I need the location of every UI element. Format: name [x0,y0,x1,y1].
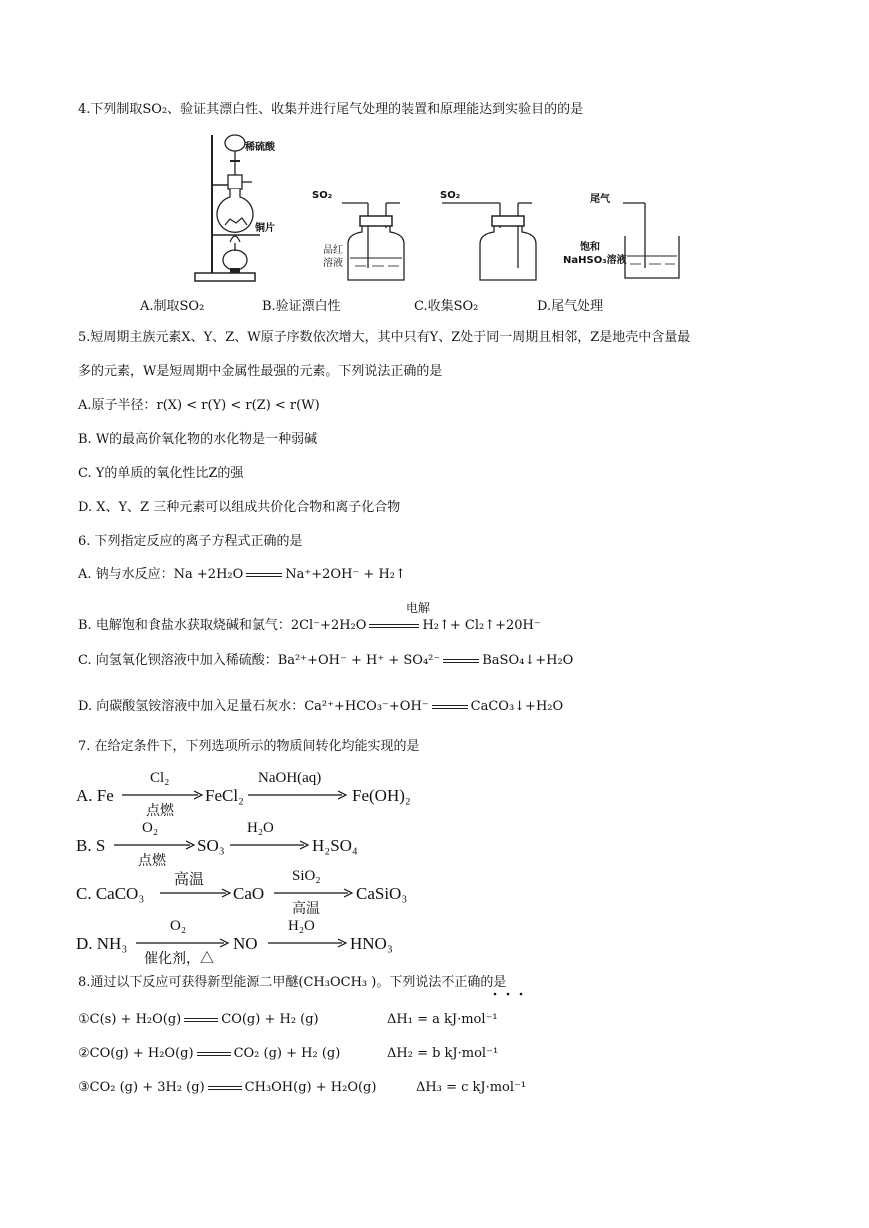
equals-sign [432,705,468,709]
q7-c-label: C. CaCO₃ [76,884,145,903]
label-saturated-1: 饱和 [580,242,600,253]
q6-option-b [78,618,541,634]
label-saturated-2: NaHSO₃溶液 [563,255,627,266]
q5-stem-line1: 5.短周期主族元素X、Y、Z、W原子序数依次增大，其中只有Y、Z处于同一周期且相邻，Z是地壳中含量最 [78,330,691,345]
q5-option-a: A.原子半径：r(X) < r(Y) < r(Z) < r(W) [78,398,320,413]
label-dilute-sulfuric-acid: 稀硫酸 [245,142,275,153]
q8-r1-enthalpy: ΔH₁ = a kJ·mol⁻¹ [387,1012,498,1027]
equals-sign [246,573,282,577]
arrow-icon [268,938,348,948]
equals-sign [208,1086,242,1090]
apparatus-c-bottle [440,188,540,283]
equals-sign [184,1018,218,1022]
equals-sign [443,659,479,663]
q7-d-c1-top: O₂ [170,918,187,934]
q8-r3-right: CH₃OH(g) + H₂O(g) [244,1080,377,1095]
q7-a-c2-top: NaOH(aq) [258,770,322,786]
label-tail-gas: 尾气 [590,194,610,205]
q8-stem: 8.通过以下反应可获得新型能源二甲醚(CH₃OCH₃ )。下列说法不正确的是 [78,975,507,990]
q6-b-condition: 电解 [406,601,431,615]
q7-c-product: CaSiO₃ [356,884,408,903]
q6-c-left: C. 向氢氧化钡溶液中加入稀硫酸：Ba²⁺+OH⁻ + H⁺ + SO₄²⁻ [78,653,441,668]
q6-option-d [78,699,563,715]
q7-a-middle: FeCl₂ [205,786,244,805]
equals-sign [197,1052,231,1056]
arrow-icon [230,840,310,850]
q6-b-left: B. 电解饱和食盐水获取烧碱和氯气：2Cl⁻+2H₂O [78,618,367,633]
q5-option-d: D. X、Y、Z 三种元素可以组成共价化合物和离子化合物 [78,500,401,515]
q6-d-right: CaCO₃↓+H₂O [470,699,564,714]
q8-r1-right: CO(g) + H₂ (g) [221,1012,319,1027]
arrow-icon [114,840,196,850]
q6-d-left: D. 向碳酸氢铵溶液中加入足量石灰水：Ca²⁺+HCO₃⁻+OH⁻ [78,699,429,714]
caption-b: B.验证漂白性 [262,299,341,314]
q7-b-middle: SO₃ [197,836,225,855]
q6-c-right: BaSO₄↓+H₂O [482,653,574,668]
q8-r2-left: ②CO(g) + H₂O(g) [78,1046,194,1061]
q7-d-c1-bottom: 催化剂，△ [144,952,214,967]
label-pinred-1: 品红 [323,245,343,256]
label-copper: 铜片 [255,223,275,234]
arrow-icon [136,938,230,948]
q7-a-product: Fe(OH)₂ [352,786,411,805]
q7-b-c2-top: H₂O [247,820,274,836]
equals-sign [369,624,419,628]
q6-option-a [78,567,406,583]
arrow-icon [160,888,232,898]
label-pinred-2: 溶液 [323,258,343,269]
apparatus-a-generator [190,125,290,290]
q8-r3-left: ③CO₂ (g) + 3H₂ (g) [78,1080,205,1095]
q5-option-c: C. Y的单质的氧化性比Z的强 [78,466,244,481]
caption-a: A.制取SO₂ [140,299,205,314]
q7-d-label: D. NH₃ [76,934,128,953]
q7-c-c2-bottom: 高温 [292,902,320,917]
q7-a-c1-bottom: 点燃 [146,804,174,819]
q4-stem: 4.下列制取SO₂、验证其漂白性、收集并进行尾气处理的装置和原理能达到实验目的的是 [78,102,584,117]
q7-b-c1-top: O₂ [142,820,159,836]
caption-c: C.收集SO₂ [414,299,479,314]
q7-a-c1-top: Cl₂ [150,770,170,786]
arrow-icon [274,888,354,898]
q8-r1-left: ①C(s) + H₂O(g) [78,1012,182,1027]
q7-b-c1-bottom: 点燃 [138,854,166,869]
q7-d-c2-top: H₂O [288,918,315,934]
q6-stem: 6. 下列指定反应的离子方程式正确的是 [78,534,303,549]
q7-b-label: B. S [76,836,106,855]
q7-c-c1-top: 高温 [174,872,205,888]
q7-b-product: H₂SO₄ [312,836,358,855]
label-so2-c: SO₂ [440,190,461,201]
q7-a-label: A. Fe [76,786,114,805]
q7-stem: 7. 在给定条件下，下列选项所示的物质间转化均能实现的是 [78,739,420,754]
q5-stem-line2: 多的元素，W是短周期中金属性最强的元素。下列说法正确的是 [78,364,443,379]
q6-b-right: H₂↑+ Cl₂↑+20H⁻ [422,618,541,633]
q8-reaction-1 [78,1012,319,1028]
q7-c-middle: CaO [233,884,265,903]
arrow-icon [122,790,204,800]
q8-r2-enthalpy: ΔH₂ = b kJ·mol⁻¹ [387,1046,499,1061]
q6-option-c [78,653,573,669]
q8-reaction-2 [78,1046,340,1062]
q7-d-product: HNO₃ [350,934,393,953]
q7-c-c2-top: SiO₂ [292,868,321,884]
q8-r2-right: CO₂ (g) + H₂ (g) [233,1046,341,1061]
q7-d-middle: NO [233,934,258,953]
caption-d: D.尾气处理 [537,299,604,314]
emphasis-dots [490,991,530,997]
arrow-icon [248,790,348,800]
q6-a-left: A. 钠与水反应：Na +2H₂O [78,567,244,582]
q8-reaction-3 [78,1080,376,1096]
q8-r3-enthalpy: ΔH₃ = c kJ·mol⁻¹ [416,1080,527,1095]
q5-option-b: B. W的最高价氧化物的水化物是一种弱碱 [78,432,318,447]
q6-a-right: Na⁺+2OH⁻ + H₂↑ [285,567,406,582]
label-so2-b: SO₂ [312,190,333,201]
